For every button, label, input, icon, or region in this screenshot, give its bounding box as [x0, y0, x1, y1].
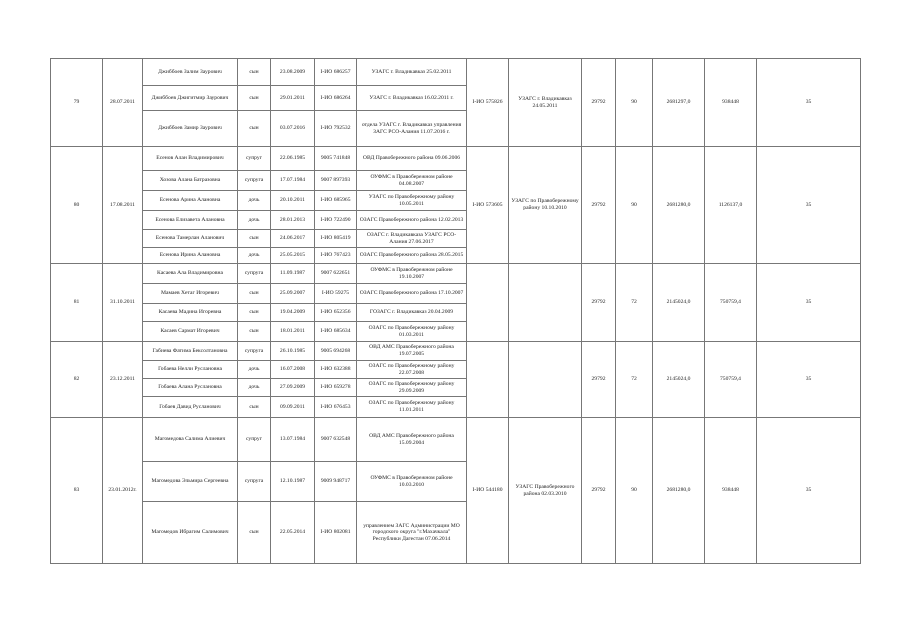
record-value-3: 2681297,0: [653, 59, 705, 147]
record-value-4: 938448: [705, 418, 757, 564]
record-value-4: 750759,4: [705, 342, 757, 418]
member-relation: дочь: [238, 379, 271, 397]
record-value-2: 90: [616, 418, 653, 564]
member-relation: супруга: [238, 342, 271, 361]
member-certificate: I-ИО 676453: [315, 397, 357, 418]
member-issued-by: ОВД АМС Правобережного района 15.09.2004: [357, 418, 467, 462]
record-value-1: 29792: [582, 342, 616, 418]
member-name: Касаев Сармат Игоревич: [143, 322, 238, 342]
member-issued-by: ГОЗАГС г. Владикавказ 20.04.2009: [357, 304, 467, 322]
record-value-1: 29792: [582, 147, 616, 264]
record-zags: [509, 264, 582, 342]
member-dob: 20.10.2011: [271, 191, 315, 211]
record-value-2: 90: [616, 59, 653, 147]
record-value-4: 938448: [705, 59, 757, 147]
table-row: [51, 418, 861, 462]
record-value-2: 90: [616, 147, 653, 264]
member-name: Касаева Ала Владимировна: [143, 264, 238, 284]
member-relation: дочь: [238, 248, 271, 264]
member-issued-by: ОЗАГС Правобережного района 17.10.2007: [357, 284, 467, 304]
record-date: 23.12.2011: [103, 342, 143, 418]
member-issued-by: ОУФМС в Правобережном районе 10.03.2010: [357, 462, 467, 502]
member-dob: 12.10.1987: [271, 462, 315, 502]
member-relation: сын: [238, 230, 271, 248]
member-dob: 27.09.2009: [271, 379, 315, 397]
member-relation: дочь: [238, 361, 271, 379]
member-certificate: 9009 948717: [315, 462, 357, 502]
member-issued-by: УЗАГС г. Владикавказ 16.02.2011 г.: [357, 86, 467, 111]
member-relation: сын: [238, 59, 271, 86]
member-issued-by: ОВД АМС Правобережного района 19.07.2005: [357, 342, 467, 361]
member-certificate: 9007 622651: [315, 264, 357, 284]
member-relation: сын: [238, 86, 271, 111]
member-certificate: I-ИО 59275: [315, 284, 357, 304]
record-value-2: 72: [616, 264, 653, 342]
record-value-5: 35: [757, 147, 861, 264]
member-name: Есенова Тамерлан Аланович: [143, 230, 238, 248]
member-relation: супруга: [238, 171, 271, 191]
record-zags: УЗАГС по Правобережному району 10.10.2010: [509, 147, 582, 264]
record-value-5: 35: [757, 342, 861, 418]
member-name: Гобаева Алана Руслановна: [143, 379, 238, 397]
member-issued-by: отдела УЗАГС г. Владикавказ управления ЗАГС РСО-Алания 11.07.2016 г.: [357, 111, 467, 147]
member-dob: 03.07.2016: [271, 111, 315, 147]
member-issued-by: ОЗАГС г. Владикавказа УЗАГС РСО-Алания 27.06.2017: [357, 230, 467, 248]
member-relation: сын: [238, 284, 271, 304]
member-dob: 16.07.2008: [271, 361, 315, 379]
record-value-3: 2681280,0: [653, 418, 705, 564]
member-name: Джиббоев Джигитмир Заурович: [143, 86, 238, 111]
table-row: [51, 147, 861, 171]
record-date: 17.08.2011: [103, 147, 143, 264]
member-certificate: I-ИО 632388: [315, 361, 357, 379]
member-name: Есенова Елизавета Алановна: [143, 211, 238, 230]
record-value-4: 1126137,0: [705, 147, 757, 264]
record-value-5: 35: [757, 418, 861, 564]
member-name: Джиббоев Залим Заурович: [143, 59, 238, 86]
member-dob: 28.01.2013: [271, 211, 315, 230]
member-issued-by: ОЗАГС Правобережного района 28.05.2015: [357, 248, 467, 264]
member-certificate: I-ИО 792532: [315, 111, 357, 147]
record-number: 82: [51, 342, 103, 418]
member-dob: 18.01.2011: [271, 322, 315, 342]
member-name: Мамаев Хетаг Игоревич: [143, 284, 238, 304]
record-document: I-ИО 573605: [467, 147, 509, 264]
member-certificate: 9005 741848: [315, 147, 357, 171]
member-dob: 29.01.2011: [271, 86, 315, 111]
member-certificate: I-ИО 722490: [315, 211, 357, 230]
record-zags: УЗАГС Правобережного района 02.03.2010: [509, 418, 582, 564]
member-name: Магомедова Эльмира Сергеевна: [143, 462, 238, 502]
member-relation: сын: [238, 502, 271, 564]
registry-table: [50, 58, 861, 564]
member-dob: 24.06.2017: [271, 230, 315, 248]
member-issued-by: ОУФМС в Правобережном районе 19.10.2007: [357, 264, 467, 284]
member-dob: 17.07.1984: [271, 171, 315, 191]
member-dob: 26.10.1985: [271, 342, 315, 361]
member-certificate: 9007 632548: [315, 418, 357, 462]
record-value-5: 35: [757, 59, 861, 147]
table-row: [51, 264, 861, 284]
member-relation: сын: [238, 397, 271, 418]
record-value-1: 29792: [582, 264, 616, 342]
record-number: 79: [51, 59, 103, 147]
member-issued-by: ОВД Правобережного района 09.06.2006: [357, 147, 467, 171]
record-date: 31.10.2011: [103, 264, 143, 342]
member-issued-by: ОЗАГС по Правобережному району 11.01.2011: [357, 397, 467, 418]
member-name: Хозова Алана Батразовна: [143, 171, 238, 191]
table-row: [51, 342, 861, 361]
member-issued-by: ОЗАГС по Правобережному району 01.03.2011: [357, 322, 467, 342]
member-relation: супруга: [238, 462, 271, 502]
record-number: 80: [51, 147, 103, 264]
member-dob: 19.04.2009: [271, 304, 315, 322]
member-name: Габиева Фатима Бексолтановна: [143, 342, 238, 361]
member-dob: 22.06.1985: [271, 147, 315, 171]
record-value-4: 750759,4: [705, 264, 757, 342]
member-relation: супруг: [238, 147, 271, 171]
member-name: Касаева Мадина Игоревна: [143, 304, 238, 322]
record-value-2: 72: [616, 342, 653, 418]
member-relation: сын: [238, 111, 271, 147]
record-value-3: 2145024,0: [653, 342, 705, 418]
record-value-3: 2681280,0: [653, 147, 705, 264]
member-dob: 22.05.2014: [271, 502, 315, 564]
member-name: Есенова Ирина Алановна: [143, 248, 238, 264]
member-issued-by: управлением ЗАГС Администрации МО городского округа "г.Махачкала" Республики Дагестан 07.06.2014: [357, 502, 467, 564]
member-issued-by: ОЗАГС Правобережного района 12.02.2013: [357, 211, 467, 230]
record-value-3: 2145024,0: [653, 264, 705, 342]
member-relation: сын: [238, 304, 271, 322]
record-document: [467, 342, 509, 418]
member-dob: 09.09.2011: [271, 397, 315, 418]
member-certificate: I-ИО 802081: [315, 502, 357, 564]
member-relation: сын: [238, 322, 271, 342]
record-document: I-ИО 575826: [467, 59, 509, 147]
record-document: [467, 264, 509, 342]
member-issued-by: УЗАГС по Правобережному району 10.05.2011: [357, 191, 467, 211]
member-certificate: I-ИО 685965: [315, 191, 357, 211]
record-number: 83: [51, 418, 103, 564]
member-name: Есенова Арина Алановна: [143, 191, 238, 211]
record-zags: УЗАГС г. Владикавказ 24.05.2011: [509, 59, 582, 147]
record-zags: [509, 342, 582, 418]
member-name: Магомедова Салима Алиевич: [143, 418, 238, 462]
member-dob: 23.08.2009: [271, 59, 315, 86]
record-value-1: 29792: [582, 59, 616, 147]
record-number: 81: [51, 264, 103, 342]
member-relation: супруга: [238, 264, 271, 284]
member-certificate: I-ИО 659278: [315, 379, 357, 397]
member-certificate: I-ИО 685634: [315, 322, 357, 342]
member-certificate: I-ИО 686257: [315, 59, 357, 86]
member-dob: 13.07.1984: [271, 418, 315, 462]
member-relation: дочь: [238, 191, 271, 211]
member-certificate: I-ИО 767423: [315, 248, 357, 264]
record-value-1: 29792: [582, 418, 616, 564]
member-issued-by: ОЗАГС по Правобережному району 22.07.2008: [357, 361, 467, 379]
member-certificate: 9005 694268: [315, 342, 357, 361]
record-date: 23.01.2012г.: [103, 418, 143, 564]
record-document: I-ИО 544180: [467, 418, 509, 564]
member-name: Джиббоев Замир Заурович: [143, 111, 238, 147]
member-certificate: I-ИО 686264: [315, 86, 357, 111]
member-certificate: 9007 897393: [315, 171, 357, 191]
member-name: Есенов Алан Владимирович: [143, 147, 238, 171]
member-dob: 25.09.2007: [271, 284, 315, 304]
member-issued-by: ОЗАГС по Правобережному району 29.09.2009: [357, 379, 467, 397]
record-value-5: 35: [757, 264, 861, 342]
member-name: Гобаев Давид Русланович: [143, 397, 238, 418]
member-dob: 11.09.1987: [271, 264, 315, 284]
member-issued-by: УЗАГС г. Владикавказ 25.02.2011: [357, 59, 467, 86]
member-dob: 25.05.2015: [271, 248, 315, 264]
record-date: 28.07.2011: [103, 59, 143, 147]
member-certificate: I-ИО 652356: [315, 304, 357, 322]
member-issued-by: ОУФМС в Правобережном районе 04.08.2007: [357, 171, 467, 191]
member-name: Гобаева Нелли Руслановна: [143, 361, 238, 379]
table-row: [51, 59, 861, 86]
member-name: Магомедов Ибрагим Салимович: [143, 502, 238, 564]
member-certificate: I-ИО 805419: [315, 230, 357, 248]
member-relation: супруг: [238, 418, 271, 462]
member-relation: дочь: [238, 211, 271, 230]
